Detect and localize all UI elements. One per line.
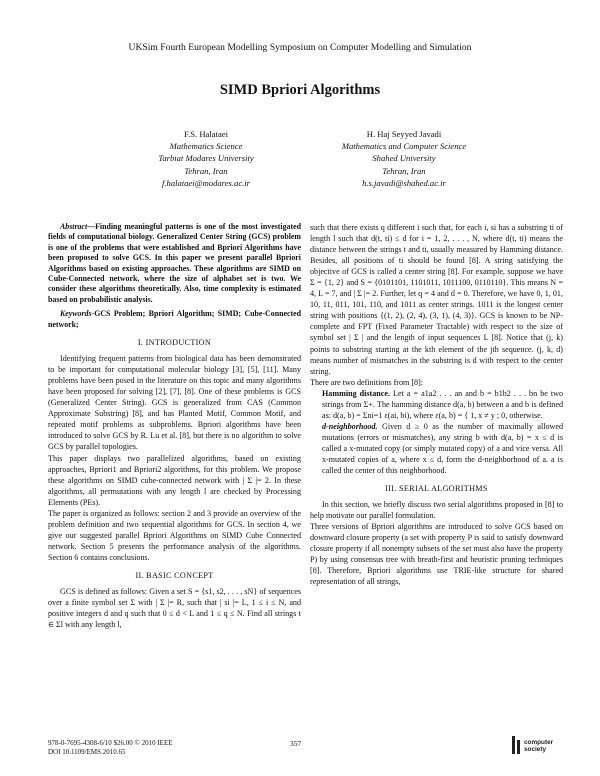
logo-line-1: computer	[524, 739, 554, 746]
author-city: Tehran, Iran	[382, 165, 426, 176]
keywords	[48, 309, 301, 330]
left-column	[48, 222, 301, 630]
conference-header: UKSim Fourth European Modelling Symposium on Computer Modelling and Simulation	[128, 42, 472, 53]
abstract	[48, 222, 301, 305]
author-university: Shahed University	[372, 153, 436, 164]
logo-text	[524, 740, 553, 753]
abstract-lead: Abstract	[60, 222, 88, 231]
definition-neighborhood	[310, 421, 563, 476]
computer-society-logo	[510, 734, 558, 762]
footer-doi: DOI 10.1109/EMS.2010.65	[48, 748, 126, 756]
footer-publication-info	[48, 739, 173, 757]
logo-line-2: society	[524, 745, 547, 753]
author-name: F.S. Halataei	[184, 129, 228, 139]
author-university: Tarbiat Modares University	[158, 153, 254, 164]
author-name: H. Haj Seyyed Javadi	[366, 129, 442, 139]
intro-paragraph-2: This paper displays two parallelized algorithms, based on existing approaches, Bpriori1 and Bpriori2 algorithms, for this problem. We propose these algorithms on SIMD cube-connected network with | Σ |= 2. In these algorithms, all permutations with any length l are checked by Processing Elements (PEs).	[48, 453, 301, 507]
keywords-text: GCS Problem; Bpriori Algorithm; SIMD; Cube-Connected network;	[48, 309, 301, 329]
definition-neighborhood-text: Given d ≥ 0 as the number of maximally allowed mutations (errors or mismatches), any string b with d(a, b) = x ≤ d is called a x-mutated copy (or simply mutated copy) of a and vice versa. All x-mutated copies of a, where x ≤ d, form the d-neighborhood of a. a is called the center of this neighborhood.	[322, 421, 563, 476]
section-heading-basic-concept: II. BASIC CONCEPT	[135, 571, 214, 580]
basic-paragraph-1: GCS is defined as follows: Given a set S = {s1, s2, . . . , sN} of sequences over a finite symbol set Σ with | Σ |= R, such that | si |= L, 1 ≤ i ≤ N, and positive integers d and q such that 0 ≤ d < L and 1 ≤ q ≤ N. Find all strings t ∈ Σl with any length l,	[48, 587, 301, 630]
right-paragraph-2: There are two definitions from [8]:	[310, 377, 424, 387]
section-heading-serial-algorithms: III. SERIAL ALGORITHMS	[385, 484, 488, 494]
author-city: Tehran, Iran	[184, 165, 228, 176]
author-dept: Mathematics Science	[169, 141, 243, 152]
right-column	[310, 222, 563, 588]
intro-paragraph-3: The paper is organized as follows: section 2 and 3 provide an overview of the problem definition and two sequential algorithms for GCS. In section 4, we give our suggested parallel Bpriori Algorithms on SIMD Cube Connected network. Section 5 presents the performance analysis of the algorithms. Section 6 contains conclusions.	[48, 508, 301, 562]
author-block-2	[294, 128, 514, 189]
serial-paragraph-1: In this section, we briefly discuss two serial algorithms proposed in [8] to help motivate our parallel formulation.	[310, 500, 563, 521]
paper-title: SIMD Bpriori Algorithms	[219, 82, 381, 98]
definition-hamming	[310, 388, 563, 421]
footer-isbn: 978-0-7695-4308-6/10 $26.00 © 2010 IEEE	[48, 739, 173, 747]
page-number: 357	[290, 739, 302, 748]
serial-paragraph-2: Three versions of Bpriori algorithms are introduced to solve GCS based on downward closure property (a set with property P is said to satisfy downward closure property if all nonempty subsets of the set must also have the property P) by using consensus tree with breath-first and heuristic pruning techniques [8]. Therefore, Bpriori algorithms use TRIE-like structure for shared representation of all strings,	[310, 522, 563, 587]
intro-paragraph-1: Identifying frequent patterns from biological data has been demonstrated to be important for computational molecular biology [3], [5], [11]. Many problems have been posed in the literature on this topic and many algorithms have been proposed for solving [2], [7], [8]. One of these problems is GCS (Generalized Center String). GCS is generalized from CAS (Common Approximate Substring) [8], and has Planted Motif, Common Motif, and repeated motif problems as subproblems. Bpriori algorithms have been introduced to solve GCS by R. Lu et al. [8], but there is no algorithm to solve GCS by parallel topologies.	[48, 354, 301, 452]
abstract-text: —Finding meaningful patterns is one of the most investigated fields of computational biology. Generalized Center String (GCS) problem is one of the problems that were established and Bpriori Algorithms have been proposed to solve GCS. In this paper we present parallel Bpriori Algorithms based on existing approaches. These algorithms are SIMD on Cube-Connected network, where the size of alphabet set is two. We consider these algorithms theoretically. Also, time complexity is estimated based on probabilistic analysis.	[48, 222, 301, 304]
author-block-1	[96, 128, 316, 189]
author-email: h.s.javadi@shahed.ac.ir	[362, 177, 446, 188]
section-heading-introduction: I. INTRODUCTION	[137, 338, 212, 348]
definition-neighborhood-lead: d-neighborhood.	[322, 421, 378, 431]
right-paragraph-1: such that there exists q different i such that, for each i, si has a substring ti of length l such that d(t, ti) ≤ d for i = 1, 2, . . . , N, where d(t, ti) means the distance between the strings t and ti, usually measured by Hamming distance. Besides, all positions of ti should be found [8]. A string satisfying the objective of GCS is called a center string [8]. For example, suppose we have Σ = {1, 2} and S = {0101101, 1101011, 1011100, 0110110}. This means N = 4, L = 7, and | Σ |= 2. Further, let q = 4 and d = 0. Therefore, we have 0, 1, 01, 10, 11, 011, 101, 110, and 1011 as center strings. 1011 is the longest center string with positions {(1, 2), (2, 4), (3, 1), (4, 3)}. GCS is known to be NP-complete and FPT (Fixed Parameter Tractable) with respect to the size of symbol set | Σ | and the length of input sequences L [8]. Notice that (j, k) points to substring starting at the kth element of the jth sequence. (j, k, d) means number of mismatches in the substring is d with respect to the center string.	[310, 223, 563, 376]
keywords-lead: Keywords-	[60, 309, 95, 319]
computer-society-logo-icon	[510, 734, 524, 758]
author-dept: Mathematics and Computer Science	[341, 141, 467, 152]
definition-hamming-text: Let a = a1a2 . . . an and b = b1b2 . . . bn be two strings from Σ+. The hamming distance d(a, b) between a and b is defined as: d(a, b) = Σni=1 ε(ai, bi), where ε(a, b) = { 1, x ≠ y ; 0, otherwise.	[322, 388, 564, 420]
definition-hamming-lead: Hamming distance.	[322, 388, 391, 398]
author-email: f.halataei@modares.ac.ir	[161, 177, 251, 188]
